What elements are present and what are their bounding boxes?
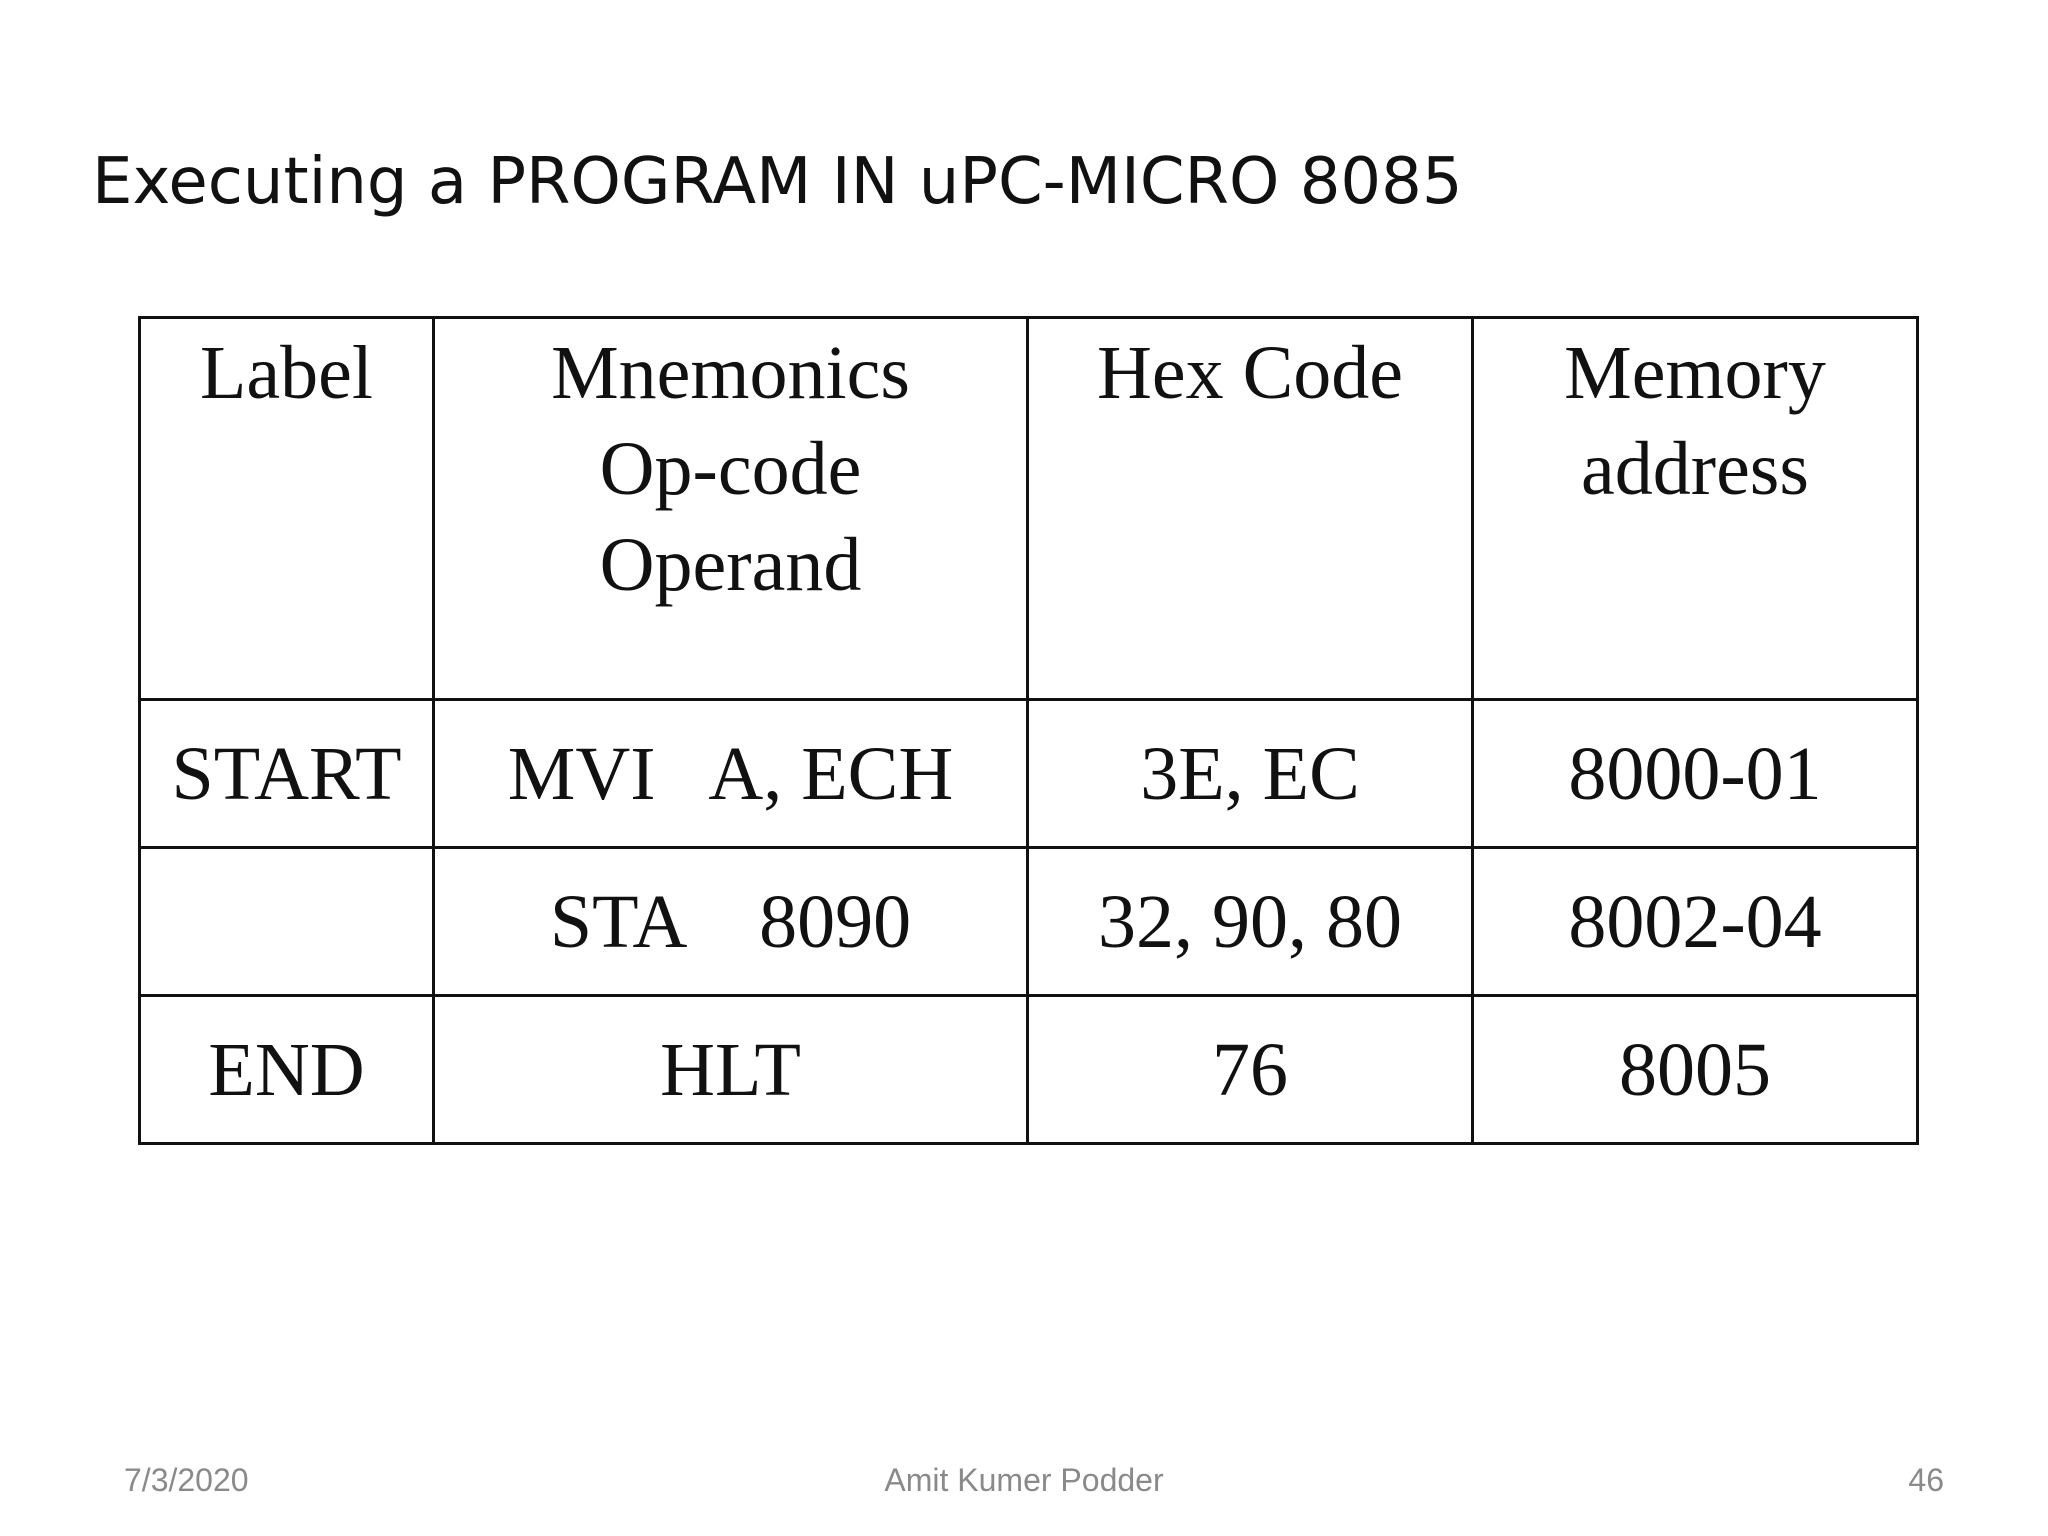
- cell-mnemonic: [434, 700, 1028, 848]
- cell-memory-address: [1473, 996, 1918, 1144]
- cell-memory-address: [1473, 700, 1918, 848]
- header-text: Hex Code: [1096, 331, 1404, 415]
- header-hex-code: [1028, 318, 1473, 700]
- cell-text: 3E, EC: [1140, 731, 1360, 816]
- program-table: [138, 316, 1919, 1145]
- header-text: Operand: [599, 523, 862, 607]
- cell-text: START: [171, 731, 402, 816]
- cell-label: [140, 848, 434, 996]
- cell-mnemonic: [434, 996, 1028, 1144]
- header-mnemonics: [434, 318, 1028, 700]
- cell-text: 8002-04: [1568, 879, 1822, 964]
- cell-memory-address: [1473, 848, 1918, 996]
- footer-date: 7/3/2020: [124, 1462, 249, 1498]
- cell-text: 76: [1212, 1027, 1288, 1112]
- cell-text: 8005: [1619, 1027, 1771, 1112]
- header-text: Memory: [1564, 331, 1826, 415]
- header-memory-address: [1473, 318, 1918, 700]
- header-text: Op-code: [599, 427, 862, 511]
- slide-title: Executing a PROGRAM IN uPC-MICRO 8085: [92, 145, 1463, 219]
- table-header-row: [140, 318, 1918, 700]
- cell-text: MVI A, ECH: [507, 731, 954, 816]
- cell-text: 8000-01: [1568, 731, 1822, 816]
- footer-page-number: 46: [1908, 1462, 1944, 1498]
- cell-hex-code: [1028, 996, 1473, 1144]
- cell-hex-code: [1028, 700, 1473, 848]
- table-row: [140, 848, 1918, 996]
- cell-text: 32, 90, 80: [1098, 879, 1402, 964]
- cell-text: HLT: [660, 1027, 801, 1112]
- footer-author: Amit Kumer Podder: [884, 1462, 1164, 1498]
- cell-hex-code: [1028, 848, 1473, 996]
- table-row: [140, 700, 1918, 848]
- cell-text: STA 8090: [549, 879, 912, 964]
- header-text: Label: [199, 331, 373, 415]
- header-text: Mnemonics: [551, 331, 910, 415]
- cell-text: END: [208, 1027, 365, 1112]
- table-row: [140, 996, 1918, 1144]
- cell-mnemonic: [434, 848, 1028, 996]
- cell-label: [140, 996, 434, 1144]
- cell-label: [140, 700, 434, 848]
- header-label: [140, 318, 434, 700]
- header-text: address: [1581, 427, 1809, 511]
